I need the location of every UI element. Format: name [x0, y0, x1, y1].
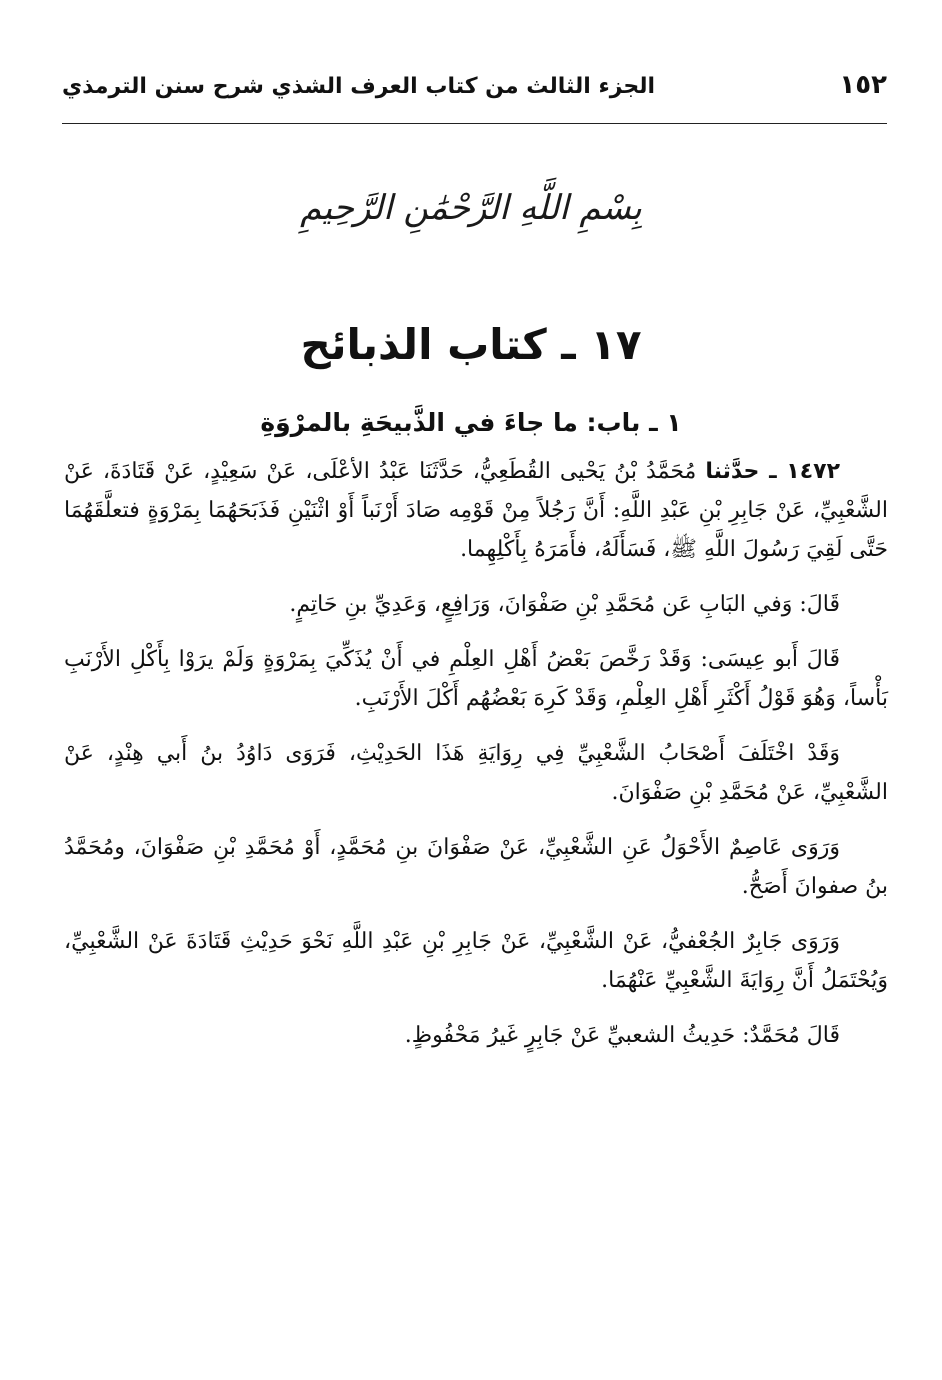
paragraph: وَرَوَى جَابِرٌ الجُعْفيُّ، عَنْ الشَّعْبِيِّ، عَنْ جَابِرِ بْنِ عَبْدِ اللَّهِ نَحْوَ حَدِيْثِ قَتَادَةَ عَنْ الشَّعْبِيِّ، وَيُحْتَمَلُ أَنَّ رِوَايَةَ الشَّعْبِيِّ عَنْهُمَا. [64, 929, 888, 993]
hadith-number: ١٤٧٢ ـ حدَّثنا [705, 459, 840, 484]
page-header [62, 62, 887, 122]
body-text [64, 452, 888, 1071]
paragraph: قَالَ مُحَمَّدٌ: حَدِيثُ الشعبيِّ عَنْ جَابِرٍ غَيرُ مَحْفُوظٍ. [404, 1023, 840, 1048]
chapter-title: ١ ـ باب: ما جاءَ في الذَّبيحَةِ بالمرْوَةِ [260, 408, 682, 437]
paragraph: قَالَ: وَفي البَابِ عَن مُحَمَّدِ بْنِ صَفْوَانَ، وَرَافِعٍ، وَعَدِيِّ بنِ حَاتِمٍ. [289, 592, 840, 617]
paragraph: قَالَ أَبو عِيسَى: وَقَدْ رَخَّصَ بَعْضُ أَهْلِ العِلْمِ في أَنْ يُذَكِّيَ بِمَرْوَةٍ وَلَمْ يرَوْا بِأَكْلِ الأَرْنَبِ بَأْساً، وَهُوَ قَوْلُ أَكْثَرِ أَهْلِ العِلْمِ، وَقَدْ كَرِهَ بَعْضُهُم أَكْلَ الأَرْنَبِ. [64, 647, 888, 711]
hadith-paragraph [64, 452, 888, 569]
basmala: بِسْمِ اللَّهِ الرَّحْمَٰنِ الرَّحِيمِ [300, 188, 642, 228]
header-divider [62, 123, 887, 124]
book-title: ١٧ ـ كتاب الذبائح [300, 320, 642, 369]
page-number: ١٥٢ [839, 70, 887, 100]
running-title: الجزء الثالث من كتاب العرف الشذي شرح سنن الترمذي [62, 74, 656, 99]
paragraph: وَقَدْ اخْتَلَفَ أَصْحَابُ الشَّعْبِيِّ فِي رِوَايَةِ هَذَا الحَدِيْثِ، فَرَوَى دَاوُدُ بنُ أَبي هِنْدٍ، عَنْ الشَّعْبِيِّ، عَنْ مُحَمَّدِ بْنِ صَفْوَانَ. [64, 741, 888, 805]
paragraph: وَرَوَى عَاصِمٌ الأَحْوَلُ عَنِ الشَّعْبِيِّ، عَنْ صَفْوَانَ بنِ مُحَمَّدٍ، أَوْ مُحَمَّدِ بْنِ صَفْوَانَ، ومُحَمَّدُ بنُ صفوانَ أَصَحُّ. [64, 835, 888, 899]
hadith-text: مُحَمَّدُ بْنُ يَحْيى القُطَعِيُّ، حَدَّثَنَا عَبْدُ الأعْلَى، عَنْ سَعِيْدٍ، عَنْ قَتَادَةَ، عَنْ الشَّعْبِيِّ، عَنْ جَابِرِ بْنِ عَبْدِ اللَّهِ: أَنَّ رَجُلاً مِنْ قَوْمِه صَادَ أَرْنَباً أَوْ اثْنَيْنِ فَذَبَحَهُمَا بِمَرْوَةٍ فتعلَّقَهُمَا حَتَّى لَقِيَ رَسُولَ اللَّهِ ﷺ، فَسَأَلَهُ، فأَمَرَهُ بِأَكْلِهِما. [64, 459, 888, 562]
